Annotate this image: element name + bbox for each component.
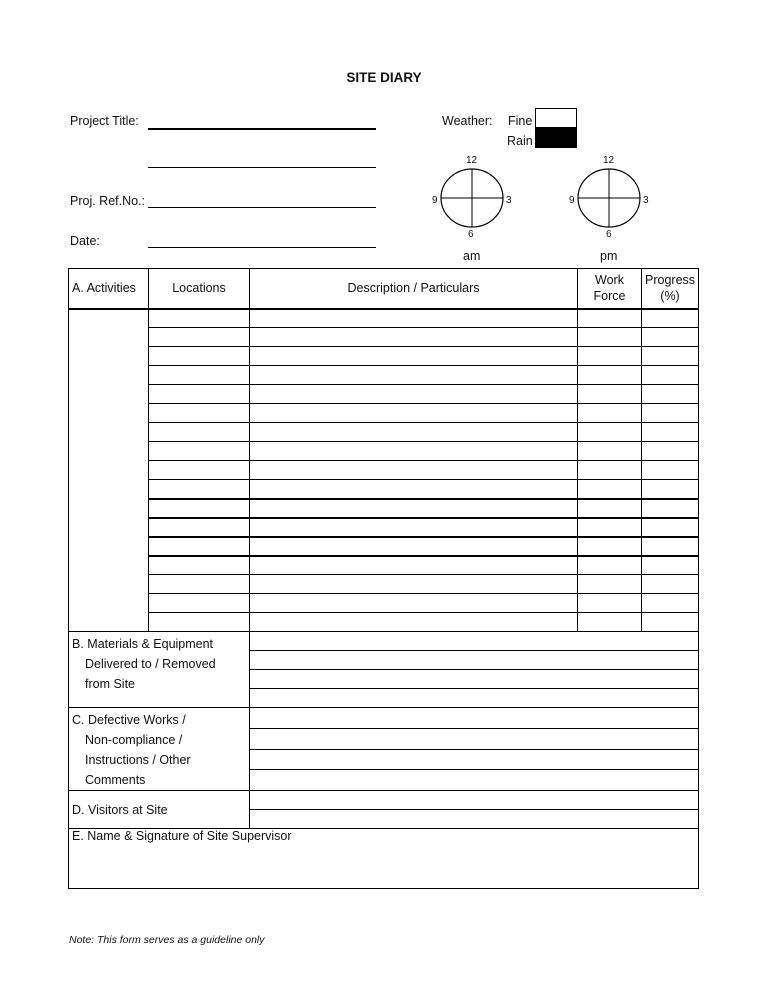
description-cell[interactable] (250, 575, 578, 594)
progress-cell[interactable] (642, 328, 699, 347)
footer-note: Note: This form serves as a guideline only (69, 934, 265, 946)
description-cell[interactable] (250, 347, 578, 366)
work-force-cell[interactable] (578, 556, 642, 575)
description-cell[interactable] (250, 328, 578, 347)
table-row (69, 385, 699, 404)
work-force-cell[interactable] (578, 385, 642, 404)
section-b-label (69, 632, 250, 708)
location-cell[interactable] (149, 480, 250, 499)
table-row (69, 423, 699, 442)
progress-cell[interactable] (642, 518, 699, 537)
section-d-entry[interactable] (250, 791, 699, 810)
section-c-entry[interactable] (250, 770, 699, 791)
pm-clock-12: 12 (603, 155, 615, 166)
description-header: Description / Particulars (250, 269, 578, 309)
am-clock-12: 12 (466, 155, 478, 166)
table-row (69, 461, 699, 480)
section-c-entry[interactable] (250, 749, 699, 770)
progress-header (642, 269, 699, 309)
description-cell[interactable] (250, 461, 578, 480)
work-force-cell[interactable] (578, 613, 642, 632)
table-row (69, 518, 699, 537)
section-b-line2: Delivered to / Removed (85, 657, 216, 671)
activities-cell[interactable] (69, 309, 149, 632)
progress-cell[interactable] (642, 461, 699, 480)
progress-cell[interactable] (642, 404, 699, 423)
form-title: SITE DIARY (346, 70, 422, 85)
section-b-entry[interactable] (250, 632, 699, 651)
progress-cell[interactable] (642, 423, 699, 442)
pm-clock[interactable] (577, 168, 641, 228)
weather-rain-box[interactable] (535, 128, 577, 148)
section-c-line2: Non-compliance / (85, 733, 183, 747)
weather-fine-label: Fine (508, 114, 533, 128)
project-title-label: Project Title: (70, 114, 139, 128)
site-diary-table (68, 268, 699, 889)
work-force-cell[interactable] (578, 347, 642, 366)
description-cell[interactable] (250, 556, 578, 575)
description-cell[interactable] (250, 423, 578, 442)
section-c-row (69, 708, 699, 729)
description-cell[interactable] (250, 404, 578, 423)
table-row (69, 347, 699, 366)
section-e-cell[interactable] (69, 829, 699, 889)
work-force-header (578, 269, 642, 309)
section-c-line4: Comments (85, 773, 146, 787)
am-clock-face-icon (440, 168, 504, 228)
locations-header: Locations (149, 269, 250, 309)
weather-fine-box[interactable] (535, 108, 577, 128)
location-cell[interactable] (149, 328, 250, 347)
section-d-row (69, 791, 699, 810)
date-label: Date: (70, 234, 100, 248)
am-clock[interactable] (440, 168, 504, 228)
table-row (69, 613, 699, 632)
table-row (69, 556, 699, 575)
weather-label: Weather: (442, 114, 493, 128)
progress-cell[interactable] (642, 499, 699, 518)
description-cell[interactable] (250, 385, 578, 404)
section-c-line3: Instructions / Other (85, 753, 191, 767)
location-cell[interactable] (149, 461, 250, 480)
location-cell[interactable] (149, 347, 250, 366)
section-b-entry[interactable] (250, 651, 699, 670)
work-force-cell[interactable] (578, 309, 642, 328)
section-c-line1: C. Defective Works / (72, 713, 186, 727)
location-cell[interactable] (149, 594, 250, 613)
progress-cell[interactable] (642, 385, 699, 404)
progress-cell[interactable] (642, 366, 699, 385)
work-force-header-line1: Work (595, 273, 624, 288)
section-b-line1: B. Materials & Equipment (72, 637, 214, 651)
pm-label: pm (600, 249, 618, 263)
table-row (69, 328, 699, 347)
proj-ref-label: Proj. Ref.No.: (70, 194, 146, 208)
section-b-line3: from Site (85, 677, 136, 691)
progress-cell[interactable] (642, 556, 699, 575)
progress-cell[interactable] (642, 442, 699, 461)
weather-rain-label: Rain (507, 134, 533, 148)
description-cell[interactable] (250, 518, 578, 537)
description-cell[interactable] (250, 499, 578, 518)
work-force-cell[interactable] (578, 461, 642, 480)
project-title-line-1[interactable] (148, 128, 376, 130)
location-cell[interactable] (149, 537, 250, 556)
table-row (69, 499, 699, 518)
progress-cell[interactable] (642, 480, 699, 499)
project-title-line-2[interactable] (148, 167, 376, 168)
description-cell[interactable] (250, 309, 578, 328)
work-force-cell[interactable] (578, 442, 642, 461)
section-b-entry[interactable] (250, 670, 699, 689)
section-e-row (69, 829, 699, 889)
work-force-cell[interactable] (578, 537, 642, 556)
progress-cell[interactable] (642, 594, 699, 613)
progress-cell[interactable] (642, 575, 699, 594)
am-label: am (463, 249, 481, 263)
section-d-entry[interactable] (250, 810, 699, 829)
pm-clock-3: 3 (643, 195, 649, 206)
work-force-cell[interactable] (578, 423, 642, 442)
pm-clock-9: 9 (569, 195, 575, 206)
progress-cell[interactable] (642, 309, 699, 328)
activities-header: A. Activities (69, 269, 149, 309)
table-row (69, 594, 699, 613)
header-row (69, 269, 699, 309)
section-e-label: E. Name & Signature of Site Supervisor (72, 829, 292, 843)
pm-clock-face-icon (577, 168, 641, 228)
description-cell[interactable] (250, 537, 578, 556)
location-cell[interactable] (149, 518, 250, 537)
section-c-entry[interactable] (250, 708, 699, 729)
progress-header-line2: (%) (660, 289, 680, 304)
date-line[interactable] (148, 247, 376, 248)
location-cell[interactable] (149, 575, 250, 594)
work-force-cell[interactable] (578, 328, 642, 347)
progress-cell[interactable] (642, 613, 699, 632)
am-clock-6: 6 (468, 229, 474, 240)
am-clock-3: 3 (506, 195, 512, 206)
location-cell[interactable] (149, 366, 250, 385)
table-row (69, 366, 699, 385)
table-row (69, 309, 699, 328)
pm-clock-6: 6 (606, 229, 612, 240)
am-clock-9: 9 (432, 195, 438, 206)
table-row (69, 404, 699, 423)
location-cell[interactable] (149, 309, 250, 328)
description-cell[interactable] (250, 480, 578, 499)
location-cell[interactable] (149, 556, 250, 575)
work-force-cell[interactable] (578, 366, 642, 385)
work-force-cell[interactable] (578, 404, 642, 423)
work-force-cell[interactable] (578, 518, 642, 537)
section-c-entry[interactable] (250, 728, 699, 749)
section-d-label: D. Visitors at Site (69, 791, 250, 829)
section-c-label (69, 708, 250, 791)
work-force-cell[interactable] (578, 594, 642, 613)
work-force-cell[interactable] (578, 480, 642, 499)
location-cell[interactable] (149, 423, 250, 442)
location-cell[interactable] (149, 404, 250, 423)
proj-ref-line[interactable] (148, 207, 376, 208)
progress-cell[interactable] (642, 537, 699, 556)
description-cell[interactable] (250, 613, 578, 632)
location-cell[interactable] (149, 499, 250, 518)
location-cell[interactable] (149, 385, 250, 404)
progress-cell[interactable] (642, 347, 699, 366)
table-row (69, 442, 699, 461)
location-cell[interactable] (149, 442, 250, 461)
table-row (69, 480, 699, 499)
description-cell[interactable] (250, 366, 578, 385)
section-b-entry[interactable] (250, 689, 699, 708)
description-cell[interactable] (250, 594, 578, 613)
table-row (69, 575, 699, 594)
work-force-cell[interactable] (578, 499, 642, 518)
location-cell[interactable] (149, 613, 250, 632)
work-force-header-line2: Force (593, 289, 626, 304)
section-b-row (69, 632, 699, 651)
work-force-cell[interactable] (578, 575, 642, 594)
description-cell[interactable] (250, 442, 578, 461)
table-row (69, 537, 699, 556)
progress-header-line1: Progress (645, 273, 696, 288)
